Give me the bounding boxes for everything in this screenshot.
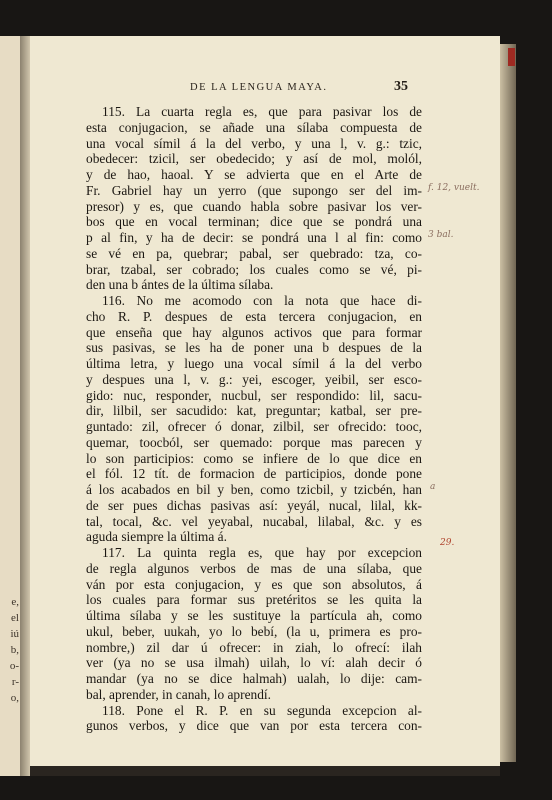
text-line: última letra, y luego una vocal símil á la del verbo [86, 356, 422, 371]
text-line: quemar, toocból, ser quemado: porque mas parecen y [86, 434, 422, 450]
previous-page-fragment: iú [10, 628, 19, 640]
previous-page-fragment: o- [9, 660, 19, 672]
body-text [86, 104, 422, 734]
text-line: bal, aprender, in canah, lo aprendí. [86, 686, 271, 702]
previous-page-fragment: b, [10, 644, 19, 656]
text-line: cho R. P. despues de esta tercera conjugacion, en [86, 308, 422, 324]
text-line: 118. Pone el R. P. en su segunda excepcion al- [102, 702, 422, 718]
text-line: última sílaba y se les sustituye la partícula ah, como [86, 608, 422, 623]
running-header [0, 79, 552, 98]
previous-page-fragment: r- [11, 676, 19, 688]
text-line: bos que en vocal terminan; dice que se pondrá una [86, 214, 422, 230]
running-title: DE LA LENGUA MAYA. [190, 82, 328, 93]
text-line: ver (ya no se usa ilmah) uilah, lo ví: alah decir ó [86, 655, 422, 671]
margin-note: 3 bal. [428, 230, 454, 240]
text-line: Fr. Gabriel hay un yerro (que supongo ser del im- [86, 182, 422, 198]
text-line: 115. La cuarta regla es, que para pasivar los de [102, 104, 422, 119]
bookmark-ribbon [508, 48, 515, 66]
page-number: 35 [394, 79, 408, 94]
text-line: se vé en pa, quebrar; pabal, ser quebrado: tza, co- [86, 245, 422, 261]
text-line: guntado: zil, ofrecer ó donar, zilbil, ser ofrecido: tooc, [86, 419, 422, 434]
text-line: nombre,) zil dar ú ofrecer: in ziah, lo ofrecí: ilah [86, 639, 422, 655]
previous-page-fragment: o, [10, 692, 19, 704]
page-edge [500, 44, 516, 762]
text-line: de ser pues dichas pasivas así: yeyál, nucal, lilal, kk- [86, 497, 422, 513]
text-line: los cuales para formar sus pretéritos se les quita la [86, 592, 422, 608]
text-line: den una b ántes de la última sílaba. [86, 277, 274, 293]
text-line: mandar (ya no se dice halmah) ualah, lo dije: cam- [86, 671, 422, 686]
text-line: 116. No me acomodo con la nota que hace di- [102, 293, 422, 308]
previous-page-fragment: e, [11, 596, 19, 608]
previous-page-edge [0, 36, 21, 776]
text-line: de regla algunos verbos de mas de una sílaba, que [86, 560, 422, 576]
text-line: que enseña que hay algunos activos que para formar [86, 324, 422, 340]
text-line: ukul, beber, uukah, yo lo bebí, (la u, primera es pro- [86, 623, 422, 639]
text-line: 117. La quinta regla es, que hay por excepcion [102, 545, 422, 560]
text-line: ván por esta conjugacion, y es que son absolutos, á [86, 576, 422, 592]
text-line: y despues una l, v. g.: yei, escoger, yeibil, ser esco- [86, 371, 422, 387]
text-line: y de hao, haoal. Y se advierta que en el Arte de [86, 167, 422, 182]
text-line: el fól. 12 tít. de formacion de participios, donde pone [86, 466, 422, 482]
text-line: lo son participios: como se infiere de lo que dice en [86, 450, 422, 466]
margin-note: 29. [440, 538, 455, 548]
margin-note: f. 12, vuelt. [428, 183, 480, 193]
text-line: aguda siempre la última á. [86, 529, 227, 545]
text-line: sus pasivas, se les ha de poner una b despues de la [86, 340, 422, 356]
previous-page-fragment: el [11, 612, 19, 624]
text-line: tal, tocal, &c. vel yeyabal, nucabal, lilabal, &c. y es [86, 513, 422, 529]
text-line: una vocal símil á la del verbo, y una l, v. g.: tzic, [86, 135, 422, 151]
text-line: gido: nuc, responder, nucbul, ser respondido: lil, sacu- [86, 387, 422, 403]
text-line: dir, lilbil, ser sacudido: kat, preguntar; katbal, ser pre- [86, 403, 422, 419]
text-line: gunos verbos, y dice que van por esta tercera con- [86, 718, 422, 734]
text-line: obedecer: tzicil, ser obedecido; y así de mol, molól, [86, 151, 422, 167]
text-line: á los acabados en bil y ben, como tzicbil, y tzicbén, han [86, 482, 422, 497]
margin-note: a [430, 482, 436, 492]
page-bottom-shadow [30, 766, 500, 776]
text-line: p al fin, y ha de decir: se pondrá una l al fin: como [86, 230, 422, 245]
text-line: brar, tzabal, ser cobrado; los cuales como se vé, pi- [86, 261, 422, 277]
text-line: presor) y es, que cuando habla sobre pasivar los ver- [86, 198, 422, 214]
text-line: esta conjugacion, se añade una sílaba compuesta de [86, 119, 422, 135]
